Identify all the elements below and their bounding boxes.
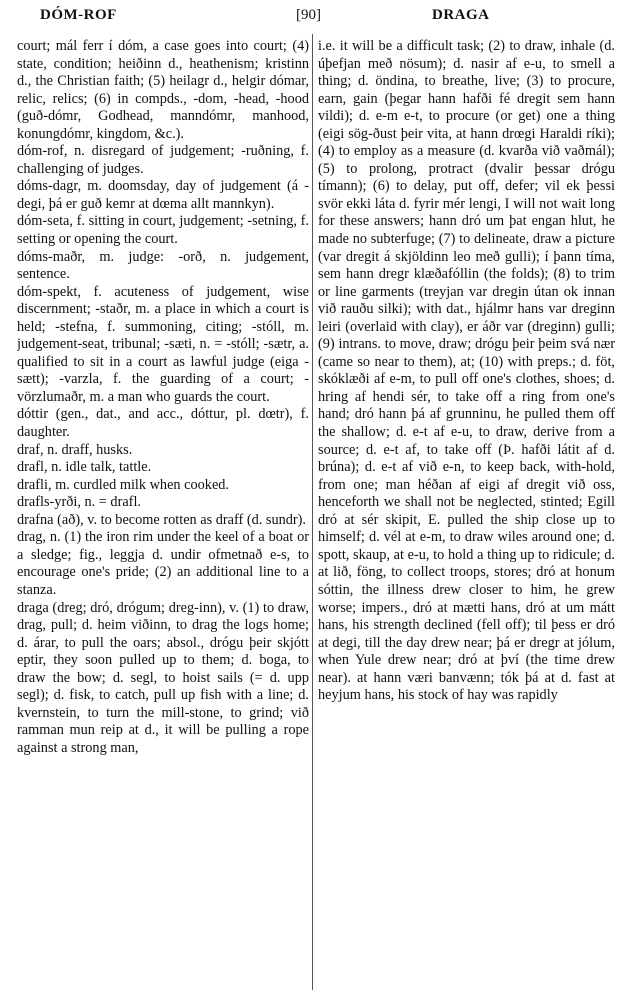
entry-draga-continuation: i.e. it will be a difficult task; (2) to draw, inhale (d. úþefjan með nösum); d. nasir af e-u, to smell a thing; d. öndina, to breathe, live; (3) to procure, earn, gain (þegar hann hafði fé dregit sem hann vildi); d. e-m e-t, to procure (or get) one a thing (eigi sög-ðust þeir vita, at hann drœgi Haraldi ríki); (4) to employ as a measure (d. kvarða við vaðmál); (5) to prolong, protract (dvalir þessar drógu tímann); (6) to delay, put off, defer; vil ek þessi svör ekki láta d. fyrir mér lengi, I will not wait long for these answers; hann dró um þat engan hlut, he made no subterfuge; (7) to delineate, draw a picture (var dregit á skjöldinn leo með gulli); í þann tíma, sem hann dregr klæðafóllin (the folds); (8) to trim or line garments (treyjan var dregin útan ok innan við rauðu silki); with dat., hjálmr hans var dreginn leiri (overlaid with clay), er áðr var (dreginn) gulli; (9) intrans. to move, draw; drógu þeir þeim svá nær (came so near to them), at; (10) with preps.; d. föt, skóklæði af e-m, to pull off one's clothes, shoes; d. hring af hendi sér, to take off a ring from one's hand; dró hann þá af grunninu, he pulled them off the shallow; d. e-t af e-u, to draw, derive from a source; d. e-t af, to take off (Þ. hafði látit af d. brúna); d. e-t af við e-n, to keep back, with-hold, from one; man héðan af eigi af dregit við oss, henceforth we shall not be neglected, stinted; Egill dró at sér skipit, E. pulled the ship close up to himself; d. vél at e-m, to draw wiles around one; d. spott, skaup, at e-u, to hold a thing up to ridicule; d. at lið, föng, to collect troops, stores; dró at honum sóttin, the illness drew closer to him, he grew worse; impers., dró at mætti hans, dró at um mátt hans, his strength declined (fell off); til þess er dró at degi, till the day drew near; þá er dregr at jólum, when Yule drew near; dró at því (the time drew near). at hann væri banvænn; tók þá at d. fast at heyjum hans, his stock of hay was rapidly	[318, 38, 615, 704]
right-column	[318, 38, 615, 990]
page-number: [90]	[296, 7, 321, 23]
entry-drafl: drafl, n. idle talk, tattle.	[17, 459, 152, 476]
column-divider	[312, 34, 313, 990]
left-column	[17, 38, 309, 990]
entry-drafna: drafna (að), v. to become rotten as draff (d. sundr).	[17, 511, 307, 528]
entry-dottir: dóttir (gen., dat., and acc., dóttur, pl. dœtr), f. daughter.	[17, 406, 309, 441]
entry-drag: drag, n. (1) the iron rim under the keel of a boat or a sledge; fig., leggja d. undir ofmetnað e-s, to encourage one's pride; (2) an additional line to a stanza.	[17, 529, 309, 598]
entry-dom-continuation: court; mál ferr í dóm, a case goes into court; (4) state, condition; heiðinn d., heathenism; kristinn d., the Christian faith; (5) heilagr d., helgir dómar, relic, relics; (6) in compds., -dom, -head, -hood (guð-dómr, Godhead, manndómr, manhood, konungdómr, kingdom, &c.).	[17, 38, 309, 142]
entry-dom-rof: dóm-rof, n. disregard of judgement; -ruðning, f. challenging of judges.	[17, 143, 309, 177]
entry-draga: draga (dreg; dró, drógum; dreg-inn), v. (1) to draw, drag, pull; d. heim viðinn, to drag the logs home; d. árar, to pull the oars; absol., drógu þeir skjótt eptir, they soon pulled up to them; d. boga, to draw the bow; d. segl, to hoist sails (= d. upp segl); d. fisk, to catch, pull up fish with a line; d. kvernstein, to turn the mill-stone, to grind; við ramman mun reip at d., it will be pulling a rope against a strong man,	[17, 599, 309, 756]
running-header	[0, 0, 625, 34]
entry-dom-seta: dóm-seta, f. sitting in court, judgement; -setning, f. setting or opening the court.	[17, 213, 309, 248]
left-guide-word: DÓM-ROF	[40, 7, 117, 23]
entry-drafli: drafli, m. curdled milk when cooked.	[17, 476, 230, 493]
entry-drafls-yrdi: drafls-yrði, n. = drafl.	[17, 494, 141, 511]
right-guide-word: DRAGA	[432, 7, 490, 23]
entry-draf: draf, n. draff, husks.	[17, 441, 133, 458]
entry-doms-dagr: dóms-dagr, m. doomsday, day of judgement (á -degi, þá er guð kemr at dœma allt mannkyn).	[17, 178, 309, 212]
entry-dom-spekt: dóm-spekt, f. acuteness of judgement, wise discernment; -staðr, m. a place in which a court is held; -stefna, f. summoning, citing; -stóll, m. judgement-seat, tribunal; -sæti, n. = -stóll; -sætr, a. qualified to sit in a court as lawful judge (eiga -sætt); -varzla, f. the guarding of a court; -vörzlumaðr, m. a man who guards the court.	[17, 283, 309, 405]
entry-doms-madr: dóms-maðr, m. judge: -orð, n. judgement, sentence.	[17, 248, 309, 283]
